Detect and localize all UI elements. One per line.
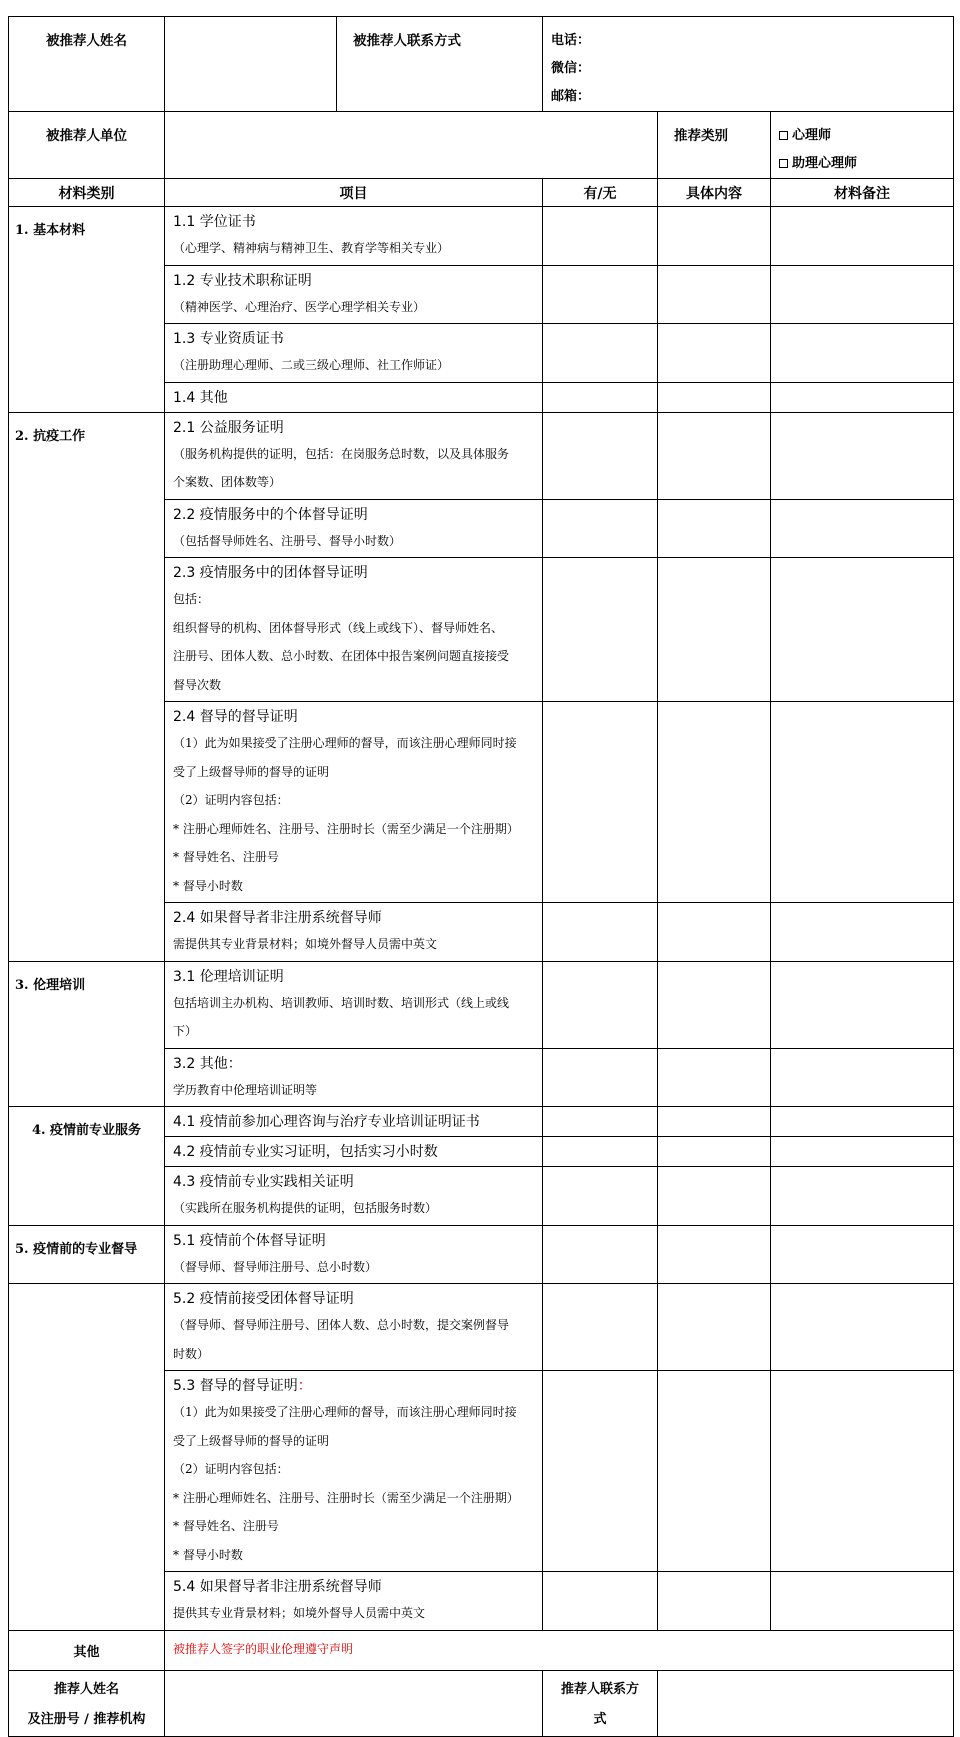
content-cell[interactable] (658, 1225, 771, 1284)
has-cell[interactable] (543, 1225, 658, 1284)
has-cell[interactable] (543, 961, 658, 1048)
has-cell[interactable] (543, 412, 658, 499)
item-detail: 学历教育中伦理培训证明等 (173, 1082, 318, 1097)
notes-cell[interactable] (771, 702, 954, 903)
recommender-contact-line1: 推荐人联系方 (560, 1681, 639, 1697)
content-cell[interactable] (658, 702, 771, 903)
notes-cell[interactable] (771, 207, 954, 266)
notes-cell[interactable] (771, 1137, 954, 1167)
content-cell[interactable] (658, 1167, 771, 1226)
notes-cell[interactable] (771, 1225, 954, 1284)
unit-row (9, 112, 954, 179)
category-cell: 5. 疫情前的专业督导 (9, 1225, 165, 1284)
item-title: 5.3 督导的督导证明： (173, 1378, 312, 1394)
item-title: 1.1 学位证书 (173, 214, 256, 230)
item-detail: * 注册心理师姓名、注册号、注册时长（需至少满足一个注册期） (173, 821, 519, 836)
content-cell[interactable] (658, 1284, 771, 1371)
content-cell[interactable] (658, 1048, 771, 1107)
has-cell[interactable] (543, 382, 658, 412)
col-header-content: 具体内容 (658, 179, 771, 207)
item-title: 1.2 专业技术职称证明 (173, 272, 312, 289)
has-cell[interactable] (543, 702, 658, 903)
has-cell[interactable] (543, 1167, 658, 1226)
table-row (9, 1284, 954, 1371)
notes-cell[interactable] (771, 558, 954, 702)
notes-cell[interactable] (771, 324, 954, 383)
item-detail: * 督导姓名、注册号 (173, 850, 279, 864)
checkbox-icon[interactable] (779, 159, 788, 168)
notes-cell[interactable] (771, 1107, 954, 1137)
has-cell[interactable] (543, 324, 658, 383)
item-detail: 提供其专业背景材料；如境外督导人员需中英文 (173, 1606, 426, 1620)
table-row (9, 961, 954, 1048)
has-cell[interactable] (543, 1572, 658, 1631)
item-title: 4.3 疫情前专业实践相关证明 (173, 1174, 354, 1190)
item-cell (165, 961, 543, 1048)
item-detail: （实践所在服务机构提供的证明，包括服务时数） (173, 1201, 438, 1215)
item-detail: 督导次数 (173, 677, 222, 692)
nominee-name-label: 被推荐人姓名 (9, 17, 165, 112)
option-assistant-psychologist[interactable]: 助理心理师 (779, 150, 947, 178)
item-title: 3.1 伦理培训证明 (173, 968, 284, 985)
content-cell[interactable] (658, 324, 771, 383)
notes-cell[interactable] (771, 1371, 954, 1572)
item-detail: 组织督导的机构、团体督导形式（线上或线下）、督导师姓名、 (173, 620, 504, 635)
content-cell[interactable] (658, 1371, 771, 1572)
item-title: 5.4 如果督导者非注册系统督导师 (173, 1579, 382, 1595)
item-cell (165, 702, 543, 903)
checkbox-icon[interactable] (779, 131, 788, 140)
item-cell (165, 324, 543, 383)
item-detail: 需提供其专业背景材料；如境外督导人员需中英文 (173, 937, 438, 951)
item-detail: （注册助理心理师、二或三级心理师、社工作师证） (173, 358, 450, 372)
email-label: 邮箱： (551, 89, 591, 104)
content-cell[interactable] (658, 1107, 771, 1137)
item-cell (165, 1048, 543, 1107)
item-cell (165, 412, 543, 499)
category-cell: 2. 抗疫工作 (9, 412, 165, 961)
item-title: 4.1 疫情前参加心理咨询与治疗专业培训证明证书 (173, 1114, 480, 1130)
has-cell[interactable] (543, 499, 658, 558)
has-cell[interactable] (543, 558, 658, 702)
has-cell[interactable] (543, 1048, 658, 1107)
item-title: 2.4 如果督导者非注册系统督导师 (173, 910, 382, 926)
recommender-field[interactable] (165, 1670, 543, 1736)
recommender-label-line1: 推荐人姓名 (53, 1681, 119, 1697)
nominee-name-field[interactable] (165, 17, 337, 112)
item-detail: （1）此为如果接受了注册心理师的督导，而该注册心理师同时接 (173, 736, 517, 750)
col-header-notes: 材料备注 (771, 179, 954, 207)
recommender-label-line2: 及注册号 / 推荐机构 (27, 1711, 146, 1727)
item-cell (165, 265, 543, 324)
phone-label: 电话： (551, 33, 591, 48)
item-detail: （2）证明内容包括： (173, 793, 289, 807)
item-detail: * 督导姓名、注册号 (173, 1519, 279, 1533)
nominee-row (9, 17, 954, 112)
recommender-contact-field[interactable] (658, 1670, 954, 1736)
recommend-type-options (771, 112, 954, 179)
item-detail: 包括： (173, 592, 210, 606)
other-row (9, 1630, 954, 1670)
notes-cell[interactable] (771, 499, 954, 558)
has-cell[interactable] (543, 1371, 658, 1572)
has-cell[interactable] (543, 903, 658, 962)
content-cell[interactable] (658, 265, 771, 324)
item-title: 2.3 疫情服务中的团体督导证明 (173, 565, 368, 581)
notes-cell[interactable] (771, 1284, 954, 1371)
item-detail: （1）此为如果接受了注册心理师的督导，而该注册心理师同时接 (173, 1405, 517, 1419)
item-cell (165, 1225, 543, 1284)
content-cell[interactable] (658, 412, 771, 499)
item-cell (165, 382, 543, 412)
nominee-unit-field[interactable] (165, 112, 658, 179)
recommender-contact-line2: 式 (593, 1711, 607, 1727)
item-title: 1.4 其他 (173, 389, 228, 406)
has-cell[interactable] (543, 1284, 658, 1371)
content-cell[interactable] (658, 207, 771, 266)
item-cell (165, 558, 543, 702)
item-detail: 受了上级督导师的督导的证明 (173, 1433, 330, 1448)
content-cell[interactable] (658, 961, 771, 1048)
col-header-has: 有/无 (543, 179, 658, 207)
notes-cell[interactable] (771, 265, 954, 324)
ethics-statement: 被推荐人签字的职业伦理遵守声明 (165, 1630, 954, 1670)
notes-cell[interactable] (771, 1167, 954, 1226)
item-title: 2.1 公益服务证明 (173, 419, 284, 436)
recommender-contact-label (543, 1670, 658, 1736)
item-cell (165, 1371, 543, 1572)
content-cell[interactable] (658, 499, 771, 558)
column-header-row (9, 179, 954, 207)
recommendation-materials-form (8, 16, 954, 1737)
notes-cell[interactable] (771, 1048, 954, 1107)
item-title: 5.1 疫情前个体督导证明 (173, 1232, 326, 1249)
option-psychologist[interactable]: 心理师 (779, 122, 947, 150)
item-title: 2.4 督导的督导证明 (173, 709, 298, 725)
item-detail: （精神医学、心理治疗、医学心理学相关专业） (173, 299, 426, 314)
item-detail: （服务机构提供的证明，包括：在岗服务总时数，以及具体服务 (173, 446, 510, 461)
table-row (9, 1107, 954, 1137)
category-cell: 1. 基本材料 (9, 207, 165, 413)
content-cell[interactable] (658, 558, 771, 702)
item-detail: 受了上级督导师的督导的证明 (173, 764, 330, 779)
notes-cell[interactable] (771, 382, 954, 412)
category-cell: 4. 疫情前专业服务 (9, 1107, 165, 1226)
item-detail: 时数） (173, 1346, 210, 1361)
notes-cell[interactable] (771, 412, 954, 499)
has-cell[interactable] (543, 1107, 658, 1137)
item-cell (165, 903, 543, 962)
recommender-label (9, 1670, 165, 1736)
category-cell: 3. 伦理培训 (9, 961, 165, 1107)
item-cell (165, 1167, 543, 1226)
nominee-contact-field[interactable] (543, 17, 954, 112)
content-cell[interactable] (658, 1572, 771, 1631)
item-cell (165, 1137, 543, 1167)
item-title: 3.2 其他： (173, 1055, 242, 1072)
item-title: 1.3 专业资质证书 (173, 331, 284, 347)
item-cell (165, 499, 543, 558)
nominee-contact-label: 被推荐人联系方式 (337, 17, 543, 112)
item-cell (165, 1284, 543, 1371)
item-detail: （2）证明内容包括： (173, 1462, 289, 1476)
nominee-unit-label: 被推荐人单位 (9, 112, 165, 179)
item-detail: （督导师、督导师注册号、总小时数） (173, 1259, 378, 1274)
item-detail: 个案数、团体数等） (173, 475, 282, 489)
notes-cell[interactable] (771, 1572, 954, 1631)
content-cell[interactable] (658, 903, 771, 962)
recommender-row (9, 1670, 954, 1736)
category-cell (9, 1284, 165, 1631)
wechat-label: 微信： (551, 61, 591, 76)
notes-cell[interactable] (771, 961, 954, 1048)
col-header-category: 材料类别 (9, 179, 165, 207)
has-cell[interactable] (543, 207, 658, 266)
has-cell[interactable] (543, 1137, 658, 1167)
other-label: 其他 (9, 1630, 165, 1670)
item-title: 2.2 疫情服务中的个体督导证明 (173, 506, 368, 523)
item-detail: * 注册心理师姓名、注册号、注册时长（需至少满足一个注册期） (173, 1490, 519, 1505)
notes-cell[interactable] (771, 903, 954, 962)
has-cell[interactable] (543, 265, 658, 324)
item-detail: （包括督导师姓名、注册号、督导小时数） (173, 533, 402, 548)
item-detail: * 督导小时数 (173, 878, 243, 893)
item-detail: 包括培训主办机构、培训教师、培训时数、培训形式（线上或线 (173, 995, 510, 1010)
recommend-type-label: 推荐类别 (658, 112, 771, 179)
table-row (9, 1225, 954, 1284)
table-row (9, 412, 954, 499)
item-detail: 注册号、团体人数、总小时数、在团体中报告案例问题直接接受 (173, 649, 510, 663)
item-title: 5.2 疫情前接受团体督导证明 (173, 1291, 354, 1307)
item-detail: * 督导小时数 (173, 1547, 243, 1562)
item-detail: （心理学、精神病与精神卫生、教育学等相关专业） (173, 241, 450, 255)
item-title: 4.2 疫情前专业实习证明，包括实习小时数 (173, 1144, 438, 1160)
item-detail: 下） (173, 1024, 198, 1038)
item-cell (165, 207, 543, 266)
item-detail: （督导师、督导师注册号、团体人数、总小时数，提交案例督导 (173, 1318, 510, 1332)
table-row (9, 207, 954, 266)
item-cell (165, 1107, 543, 1137)
content-cell[interactable] (658, 382, 771, 412)
col-header-item: 项目 (165, 179, 543, 207)
item-cell (165, 1572, 543, 1631)
content-cell[interactable] (658, 1137, 771, 1167)
